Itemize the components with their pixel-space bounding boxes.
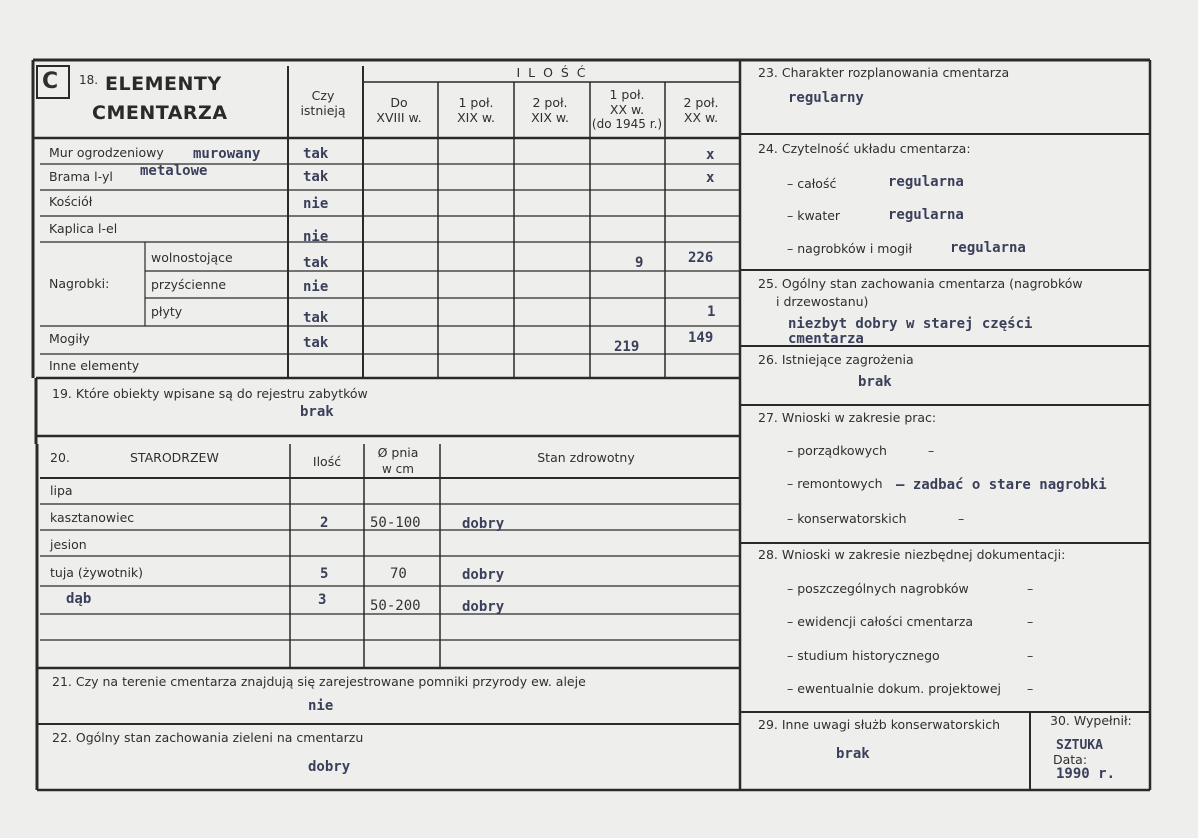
row-label-plyty: płyty [151, 304, 183, 319]
s27-konserwatorskich: – konserwatorskich [787, 511, 907, 526]
row-label-inne: Inne elementy [49, 358, 140, 373]
row-note-brama: metalowe [140, 163, 208, 179]
s29-label: 29. Inne uwagi służb konserwatorskich [758, 717, 1000, 732]
tree-count: 5 [320, 566, 329, 582]
row-label-kaplica: Kaplica l-el [49, 221, 118, 236]
s20-col-ilosc: Ilość [312, 454, 342, 469]
s24-calosc-label: – całość [787, 176, 837, 191]
row-plyty-p5: 1 [707, 304, 716, 320]
tree-health: dobry [462, 567, 505, 583]
tree-name: kasztanowiec [50, 510, 135, 525]
period-header-2-sub: XIX w. [457, 110, 495, 125]
s28-item-dash: – [1027, 681, 1034, 696]
s20-col-stan: Stan zdrowotny [537, 450, 635, 465]
tree-name: tuja (żywotnik) [50, 565, 144, 580]
s24-nagr-value: regularna [950, 240, 1026, 256]
period-header-1-sub: XVIII w. [376, 110, 422, 125]
tree-name: dąb [66, 591, 92, 607]
s30-name: SZTUKA [1056, 738, 1103, 753]
section-letter: C [42, 69, 59, 94]
tree-health: dobry [462, 599, 505, 615]
row-exists-plyty: tak [303, 310, 329, 326]
row-exists-mogily: tak [303, 335, 329, 351]
s26-value: brak [858, 374, 892, 390]
s30-data-label: Data: [1053, 752, 1088, 767]
row-note-mur: murowany [193, 146, 261, 162]
s23-label: 23. Charakter rozplanowania cmentarza [758, 65, 1010, 80]
tree-name: jesion [50, 537, 87, 552]
row-wolnostojace-p4: 9 [635, 255, 644, 271]
tree-diameter: 50-100 [370, 515, 421, 531]
s18-number: 18. [79, 73, 99, 87]
s23-value: regularny [788, 90, 864, 106]
s27-remontowych-value: – zadbać o stare nagrobki [896, 477, 1107, 493]
ilosc-header: I L O Ś Ć [516, 65, 588, 80]
period-header-4: 1 poł. [609, 87, 645, 102]
s25-value-line1: niezbyt dobry w starej części [788, 316, 1033, 332]
s20-title: STARODRZEW [130, 450, 219, 465]
period-header-5: 2 poł. [683, 95, 719, 110]
row-mur-p5: x [706, 147, 715, 163]
s22-label: 22. Ogólny stan zachowania zieleni na cmentarzu [52, 730, 364, 745]
period-header-4-note: (do 1945 r.) [591, 117, 663, 131]
s24-nagr-label: – nagrobków i mogił [787, 241, 913, 256]
s24-label: 24. Czytelność układu cmentarza: [758, 141, 971, 156]
s25-label-line1: 25. Ogólny stan zachowania cmentarza (nagrobków [758, 276, 1083, 291]
period-header-5-sub: XX w. [683, 110, 719, 125]
s18-title-line1: ELEMENTY [105, 73, 222, 95]
s24-calosc-value: regularna [888, 174, 964, 190]
row-label-brama: Brama l-yl [49, 169, 113, 184]
row-exists-wolnostojace: tak [303, 255, 329, 271]
period-header-3: 2 poł. [532, 95, 568, 110]
row-label-mogily: Mogiły [49, 331, 90, 346]
tree-count: 2 [320, 515, 329, 531]
s20-number: 20. [50, 450, 70, 465]
period-header-4-sub: XX w. [609, 102, 645, 117]
col-exists-line2: istnieją [300, 103, 346, 118]
tree-count: 3 [318, 592, 327, 608]
row-exists-przyscienne: nie [303, 279, 329, 295]
s20-col-pnia-1: Ø pnia [377, 445, 419, 460]
s28-item-dash: – [1027, 614, 1034, 629]
row-exists-kaplica: nie [303, 229, 329, 245]
s25-value-line2: cmentarza [788, 331, 864, 347]
s25-label-line2: i drzewostanu) [776, 294, 869, 309]
s26-label: 26. Istniejące zagrożenia [758, 352, 914, 367]
s27-remontowych: – remontowych [787, 476, 883, 491]
period-header-1: Do [390, 95, 408, 110]
row-mogily-p4: 219 [614, 339, 640, 355]
row-label-nagrobki: Nagrobki: [49, 276, 110, 291]
s24-kwater-label: – kwater [787, 208, 841, 223]
s21-label: 21. Czy na terenie cmentarza znajdują się zarejestrowane pomniki przyrody ew. aleje [52, 674, 586, 689]
tree-diameter: 50-200 [370, 598, 421, 614]
s19-label: 19. Które obiekty wpisane są do rejestru zabytków [52, 386, 368, 401]
s27-porzadkowych-dash: – [928, 443, 935, 458]
row-wolnostojace-p5: 226 [688, 250, 714, 266]
s19-value: brak [300, 404, 334, 420]
s28-item: – studium historycznego [787, 648, 940, 663]
tree-diameter: 70 [390, 566, 407, 582]
tree-health: dobry [462, 516, 505, 532]
row-exists-kosciol: nie [303, 196, 329, 212]
s24-kwater-value: regularna [888, 207, 964, 223]
row-label-mur: Mur ogrodzeniowy [49, 145, 164, 160]
period-header-3-sub: XIX w. [531, 110, 569, 125]
s27-porzadkowych: – porządkowych [787, 443, 887, 458]
s27-label: 27. Wnioski w zakresie prac: [758, 410, 937, 425]
s28-label: 28. Wnioski w zakresie niezbędnej dokumentacji: [758, 547, 1066, 562]
s29-value: brak [836, 746, 870, 762]
s28-item-dash: – [1027, 581, 1034, 596]
period-header-2: 1 poł. [458, 95, 494, 110]
s18-title-line2: CMENTARZA [92, 102, 228, 124]
row-exists-mur: tak [303, 146, 329, 162]
row-mogily-p5: 149 [688, 330, 714, 346]
s20-col-pnia-2: w cm [382, 462, 414, 476]
s28-item: – ewidencji całości cmentarza [787, 614, 974, 629]
s28-item: – poszczególnych nagrobków [787, 581, 969, 596]
s28-item-dash: – [1027, 648, 1034, 663]
row-label-kosciol: Kościół [49, 194, 93, 209]
row-label-wolnostojace: wolnostojące [151, 250, 233, 265]
s30-date: 1990 r. [1056, 766, 1116, 782]
col-exists-line1: Czy [311, 88, 335, 103]
tree-name: lipa [50, 483, 73, 498]
s22-value: dobry [308, 759, 351, 775]
row-exists-brama: tak [303, 169, 329, 185]
s30-label: 30. Wypełnił: [1050, 713, 1132, 728]
s27-konserwatorskich-dash: – [958, 511, 965, 526]
row-brama-p5: x [706, 170, 715, 186]
s28-item: – ewentualnie dokum. projektowej [787, 681, 1002, 696]
row-label-przyscienne: przyścienne [151, 277, 227, 292]
s21-value: nie [308, 698, 334, 714]
